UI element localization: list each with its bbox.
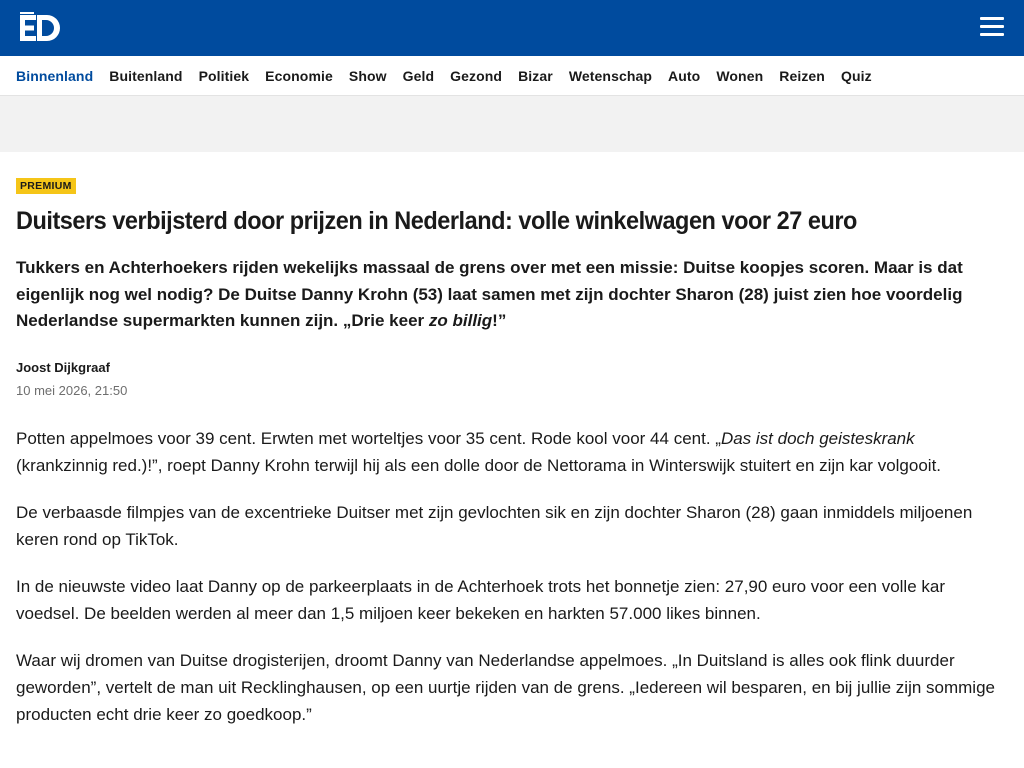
site-header	[0, 0, 1024, 56]
nav-item-auto[interactable]: Auto	[668, 67, 701, 84]
p1-text: Potten appelmoes voor 39 cent. Erwten met worteltjes voor 35 cent. Rode kool voor 44 cent. „	[16, 428, 721, 448]
nav-item-buitenland[interactable]: Buitenland	[109, 67, 183, 84]
hamburger-menu-icon[interactable]	[980, 17, 1004, 37]
p1-end: (krankzinnig red.)!”, roept Danny Krohn terwijl hij als een dolle door de Nettorama in Winterswijk stuitert en zijn kar volgooit.	[16, 455, 942, 475]
nav-item-wonen[interactable]: Wonen	[716, 67, 764, 84]
lead-text: Tukkers en Achterhoekers rijden wekelijks massaal de grens over met een missie: Duitse koopjes scoren. Maar is dat eigenlijk nog wel nodig? De Duitse Danny Krohn (53) laat samen met zijn dochter Sharon (28) juist zien hoe voordelig Nederlandse supermarkten kunnen zijn. „Drie keer	[16, 258, 963, 330]
nav-item-wetenschap[interactable]: Wetenschap	[568, 67, 653, 84]
article-body	[16, 425, 1008, 728]
paragraph: De verbaasde filmpjes van de excentrieke Duitser met zijn gevlochten sik en zijn dochter Sharon (28) gaan inmiddels miljoenen keren rond op TikTok.	[16, 502, 973, 549]
article-lead	[16, 255, 1008, 335]
nav-item-economie[interactable]: Economie	[265, 67, 333, 84]
nav-item-politiek[interactable]: Politiek	[198, 67, 250, 84]
paragraph: Waar wij dromen van Duitse drogisterijen, droomt Danny van Nederlandse appelmoes. „In Duitsland is alles ook flink duurder geworden”, vertelt de man uit Recklinghausen, op een uurtje rijden van de grens. „Iedereen wil besparen, en bij jullie zijn sommige producten echt drie keer zo goedkoop.”	[16, 650, 995, 724]
nav-item-bizar[interactable]: Bizar	[518, 67, 553, 84]
article	[0, 152, 1024, 728]
section-nav	[0, 56, 1024, 96]
nav-item-quiz[interactable]: Quiz	[840, 67, 872, 84]
premium-badge: PREMIUM	[16, 178, 76, 194]
nav-item-show[interactable]: Show	[348, 67, 387, 84]
p1-emphasis: Das ist doch geisteskrank	[720, 428, 915, 448]
nav-item-gezond[interactable]: Gezond	[450, 67, 503, 84]
ed-logo[interactable]	[18, 12, 62, 44]
nav-item-geld[interactable]: Geld	[402, 67, 435, 84]
nav-item-reizen[interactable]: Reizen	[779, 67, 825, 84]
lead-emphasis: zo billig	[428, 311, 493, 330]
ad-placeholder	[0, 96, 1024, 152]
nav-item-binnenland[interactable]: Binnenland	[16, 67, 94, 84]
article-title: Duitsers verbijsterd door prijzen in Nederland: volle winkelwagen voor 27 euro	[16, 207, 857, 235]
author-name[interactable]: Joost Dijkgraaf	[16, 359, 110, 375]
paragraph: In de nieuwste video laat Danny op de parkeerplaats in de Achterhoek trots het bonnetje zien: 27,90 euro voor een volle kar voedsel. De beelden werden al meer dan 1,5 miljoen keer bekeken en harkten 57.000 likes binnen.	[16, 576, 945, 623]
publish-date: 10 mei 2026, 21:50	[16, 382, 128, 398]
lead-end: !”	[492, 311, 507, 330]
paragraph	[16, 425, 1008, 479]
